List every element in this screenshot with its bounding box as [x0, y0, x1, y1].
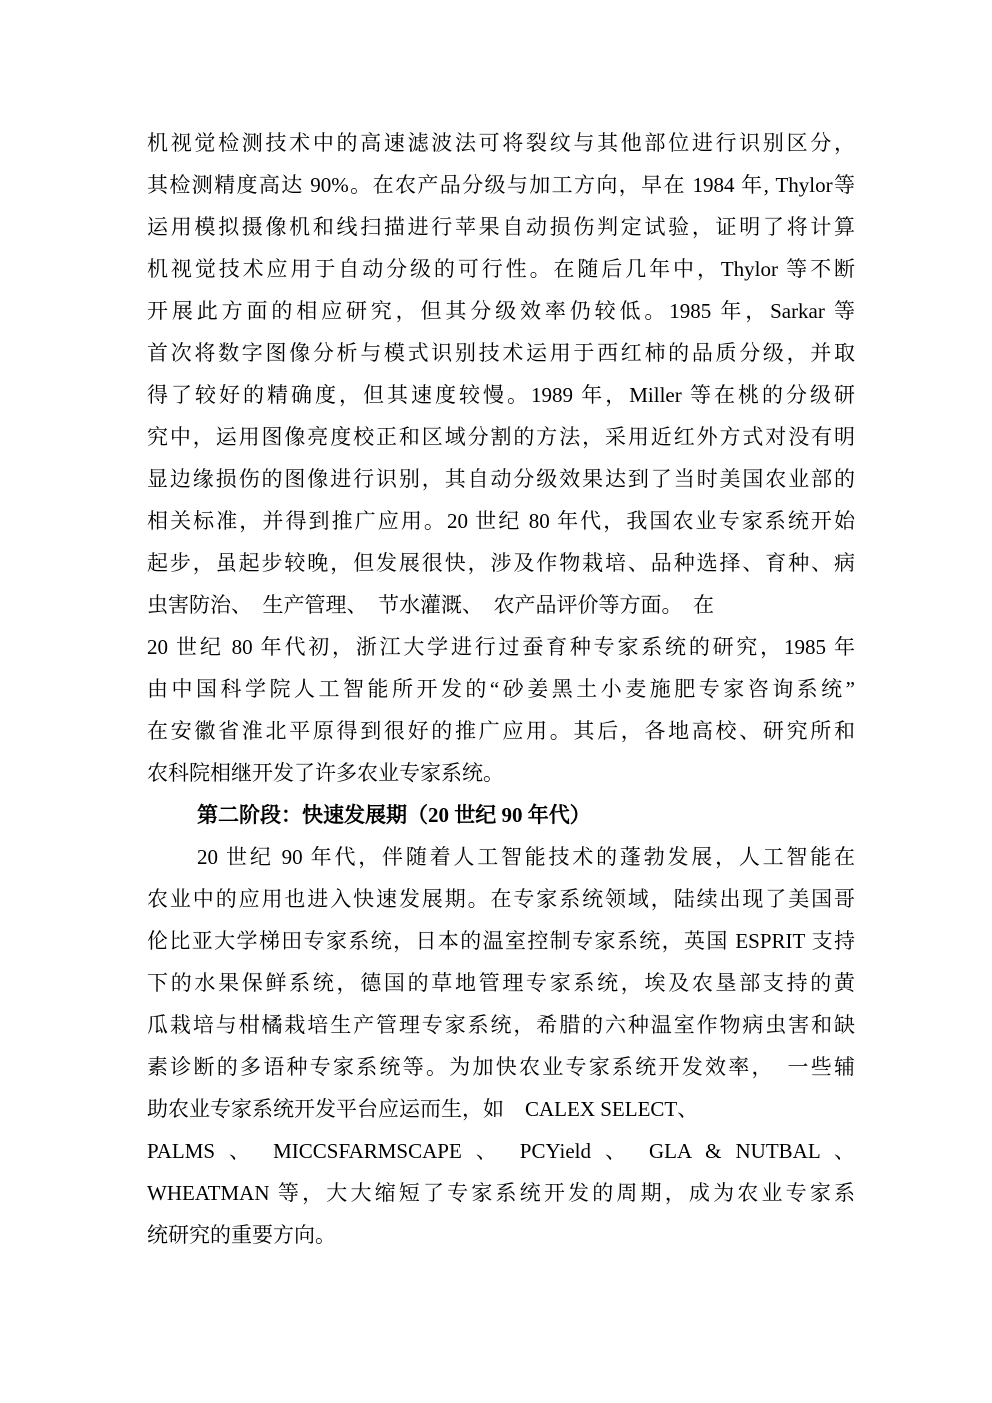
text-line: 助农业专家系统开发平台应运而生，如 CALEX SELECT、	[147, 1097, 699, 1121]
text-line: 起步，虽起步较晚，但发展很快，涉及作物栽培、品种选择、育种、病	[147, 551, 855, 575]
text-line: 素诊断的多语种专家系统等。为加快农业专家系统开发效率， 一些辅	[147, 1055, 855, 1079]
text-line: 瓜栽培与柑橘栽培生产管理专家系统，希腊的六种温室作物病虫害和缺	[147, 1013, 855, 1037]
text-line: 运用模拟摄像机和线扫描进行苹果自动损伤判定试验，证明了将计算	[147, 215, 855, 239]
text-line: 其检测精度高达 90%。在农产品分级与加工方向，早在 1984 年, Thylor等	[147, 173, 855, 197]
text-line: 伦比亚大学梯田专家系统，日本的温室控制专家系统，英国 ESPRIT 支持	[147, 929, 855, 953]
text-line: 20 世纪 80 年代初，浙江大学进行过蚕育种专家系统的研究，1985 年	[147, 635, 855, 659]
text-line: 开展此方面的相应研究，但其分级效率仍较低。1985 年，Sarkar 等	[147, 299, 855, 323]
text-line: 由中国科学院人工智能所开发的“砂姜黑土小麦施肥专家咨询系统”	[147, 677, 855, 701]
text-line: 农业中的应用也进入快速发展期。在专家系统领域，陆续出现了美国哥	[147, 887, 855, 911]
text-line: PALMS 、 MICCSFARMSCAPE 、 PCYield 、 GLA & NUTBAL 、	[147, 1139, 855, 1163]
text-line: 相关标准，并得到推广应用。20 世纪 80 年代，我国农业专家系统开始	[147, 509, 855, 533]
section-heading: 第二阶段：快速发展期（20 世纪 90 年代）	[197, 803, 591, 827]
text-line: WHEATMAN 等，大大缩短了专家系统开发的周期，成为农业专家系	[147, 1181, 855, 1205]
text-line: 虫害防治、 生产管理、 节水灌溉、 农产品评价等方面。 在	[147, 593, 714, 617]
text-line: 显边缘损伤的图像进行识别，其自动分级效果达到了当时美国农业部的	[147, 467, 855, 491]
text-line: 机视觉技术应用于自动分级的可行性。在随后几年中，Thylor 等不断	[147, 257, 855, 281]
text-line: 农科院相继开发了许多农业专家系统。	[147, 761, 504, 785]
text-line: 统研究的重要方向。	[147, 1223, 336, 1247]
text-line: 在安徽省淮北平原得到很好的推广应用。其后，各地高校、研究所和	[147, 719, 855, 743]
text-line: 首次将数字图像分析与模式识别技术运用于西红柿的品质分级，并取	[147, 341, 855, 365]
text-line: 机视觉检测技术中的高速滤波法可将裂纹与其他部位进行识别区分，	[147, 131, 855, 155]
page-text-block	[147, 122, 855, 1256]
text-line: 得了较好的精确度，但其速度较慢。1989 年，Miller 等在桃的分级研	[147, 383, 855, 407]
paragraph-1	[147, 122, 855, 794]
text-line: 究中，运用图像亮度校正和区域分割的方法，采用近红外方式对没有明	[147, 425, 855, 449]
text-line: 下的水果保鲜系统，德国的草地管理专家系统，埃及农垦部支持的黄	[147, 971, 855, 995]
text-line: 20 世纪 90 年代，伴随着人工智能技术的蓬勃发展，人工智能在	[197, 845, 855, 869]
paragraph-2	[147, 836, 855, 1256]
